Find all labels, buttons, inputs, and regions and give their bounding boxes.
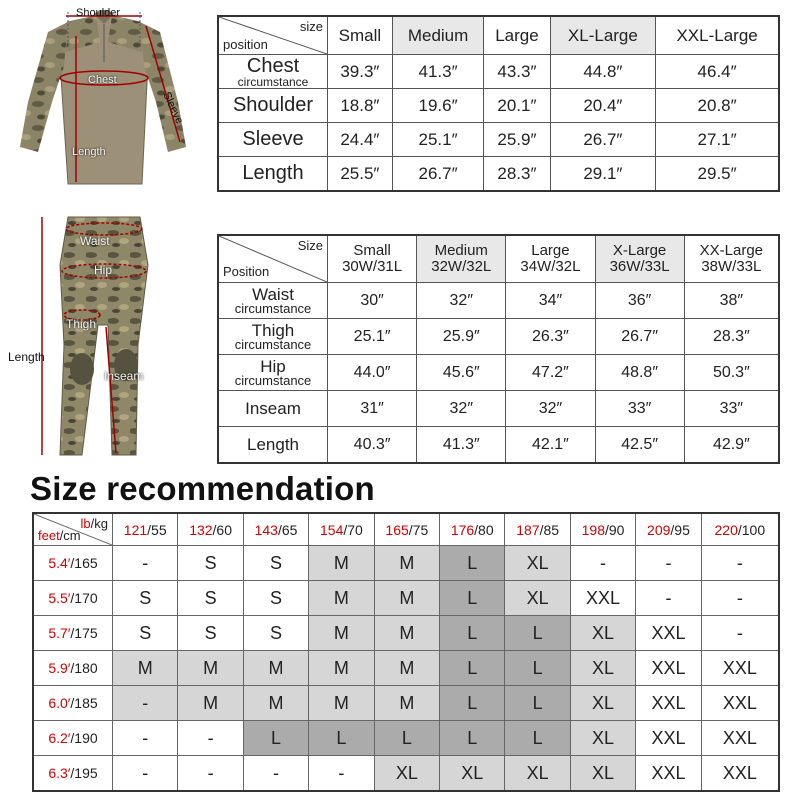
weight-lb: 209 [647,521,671,538]
recommended-size-cell: S [113,616,178,651]
table-cell: 50.3″ [684,355,779,391]
size-header [328,235,417,283]
size-name: Large [531,242,570,259]
corner-size-label: Size [297,238,323,253]
recommended-size-cell: XXL [570,581,635,616]
size-fit: 38W/33L [701,258,762,275]
recommended-size-cell: M [309,651,374,686]
recommended-size-cell: S [178,616,243,651]
height-cm: /190 [70,730,98,746]
size-header: Large [484,16,550,55]
size-name: Small [353,242,391,259]
table-row [33,721,779,756]
weight-header [570,513,635,546]
recommended-size-cell: XXL [636,721,701,756]
height-ft: 5.5′ [48,590,71,606]
recommended-size-cell: XL [570,651,635,686]
recommended-size-cell: XXL [701,721,779,756]
corner-cm: /cm [59,528,81,543]
height-label [33,651,113,686]
recommended-size-cell: XXL [636,651,701,686]
weight-kg: /70 [343,521,363,538]
table-cell: 48.8″ [595,355,684,391]
shirt-table-corner [218,16,328,55]
table-cell: 25.9″ [484,123,550,157]
recommended-size-cell: - [178,756,243,792]
weight-kg: /60 [212,521,233,538]
recommended-size-cell: XXL [636,686,701,721]
table-cell: 33″ [595,391,684,427]
table-cell: 26.7″ [595,319,684,355]
table-cell: 25.1″ [392,123,484,157]
row-label-sub: circumstance [234,336,312,352]
row-label-main: Hip [260,356,286,376]
row-label-main: Waist [252,284,294,304]
recommended-size-cell: XL [374,756,439,792]
row-label: Shoulder [218,89,328,123]
height-label [33,581,113,616]
recommended-size-cell: XXL [701,686,779,721]
pants-inseam-label: Inseam [104,369,144,383]
recommended-size-cell: M [374,686,439,721]
corner-size-label: size [299,19,323,34]
table-cell: 20.1″ [484,89,550,123]
row-label-main: Chest [246,55,300,77]
table-cell: 44.0″ [328,355,417,391]
table-row [218,123,779,157]
table-cell: 32″ [417,391,506,427]
recommended-size-cell: XXL [636,616,701,651]
table-cell: 31″ [328,391,417,427]
table-cell: 33″ [684,391,779,427]
size-header: XL-Large [550,16,656,55]
recommended-size-cell: L [440,651,505,686]
table-cell: 32″ [506,391,595,427]
weight-lb: 176 [450,521,475,538]
row-label [218,283,328,319]
table-cell: 26.7″ [550,123,656,157]
pants-size-table [217,234,780,464]
table-cell: 39.3″ [328,55,393,89]
weight-header [701,513,779,546]
weight-kg: /100 [737,521,766,538]
corner-position-label: Position [223,264,270,279]
recommended-size-cell: S [243,616,308,651]
pants-length-label: Length [8,350,45,364]
table-cell: 32″ [417,283,506,319]
table-cell: 28.3″ [684,319,779,355]
table-cell: 20.8″ [656,89,779,123]
height-cm: /175 [70,625,98,641]
weight-lb: 165 [385,521,409,538]
weight-kg: /95 [670,521,690,538]
table-cell: 18.8″ [328,89,393,123]
weight-lb: 187 [516,521,540,538]
recommended-size-cell: - [701,581,779,616]
pants-illustration [20,205,200,465]
recommended-size-cell: M [374,581,439,616]
height-ft: 6.3′ [48,765,71,781]
table-cell: 45.6″ [417,355,506,391]
size-header [417,235,506,283]
weight-kg: /55 [147,521,167,538]
shirt-chest-label: Chest [88,74,117,86]
recommended-size-cell: S [178,581,243,616]
table-cell: 42.1″ [506,427,595,464]
size-recommendation-table [32,512,780,792]
row-label-sub: circumstance [234,372,312,388]
corner-lb: lb [80,516,91,531]
recommended-size-cell: S [113,581,178,616]
recommended-size-cell: L [374,721,439,756]
recommended-size-cell: - [636,581,701,616]
table-row [218,157,779,192]
height-ft: 6.2′ [48,730,71,746]
recommended-size-cell: M [178,686,243,721]
table-row [33,616,779,651]
size-fit: 32W/32L [431,258,492,275]
weight-lb: 220 [714,521,738,538]
recommended-size-cell: - [309,756,374,792]
table-cell: 25.1″ [328,319,417,355]
recommended-size-cell: M [309,616,374,651]
shirt-length-label: Length [72,146,106,158]
weight-header [309,513,374,546]
recommended-size-cell: - [243,756,308,792]
table-cell: 30″ [328,283,417,319]
table-row [218,89,779,123]
table-cell: 19.6″ [392,89,484,123]
recommended-size-cell: S [243,546,308,581]
row-label [218,55,328,89]
table-cell: 20.4″ [550,89,656,123]
recommended-size-cell: M [374,546,439,581]
table-row [218,355,779,391]
recommended-size-cell: - [113,756,178,792]
row-label: Length [218,427,328,464]
size-header [684,235,779,283]
size-header [506,235,595,283]
recommended-size-cell: - [701,616,779,651]
size-fit: 36W/33L [609,258,670,275]
size-name: Medium [434,242,488,259]
recommended-size-cell: M [309,686,374,721]
weight-lb: 143 [254,521,278,538]
recommended-size-cell: XL [570,616,635,651]
recommended-size-cell: M [309,581,374,616]
height-label [33,756,113,792]
table-row [218,319,779,355]
height-label [33,721,113,756]
recommended-size-cell: - [570,546,635,581]
weight-kg: /85 [539,521,560,538]
recommended-size-cell: M [243,686,308,721]
recommended-size-cell: L [440,546,505,581]
pants-figure [8,205,200,465]
recommended-size-cell: S [243,581,308,616]
shirt-figure [8,2,198,197]
size-header: XXL-Large [656,16,779,55]
recommended-size-cell: L [243,721,308,756]
recommended-size-cell: - [636,546,701,581]
size-header: Small [328,16,393,55]
weight-kg: /80 [474,521,494,538]
recommended-size-cell: L [505,686,570,721]
weight-header [243,513,308,546]
recommended-size-cell: XL [505,546,570,581]
weight-header [374,513,439,546]
height-ft: 6.0′ [48,695,71,711]
pants-thigh-label: Thigh [66,317,97,331]
height-ft: 5.7′ [48,625,71,641]
recommended-size-cell: L [309,721,374,756]
recommended-size-cell: M [113,651,178,686]
table-cell: 26.3″ [506,319,595,355]
height-label [33,616,113,651]
shirt-shoulder-label: Shoulder [76,7,121,19]
size-header [595,235,684,283]
size-fit: 30W/31L [342,258,403,275]
shirt-size-table [217,15,780,192]
table-cell: 44.8″ [550,55,656,89]
recommended-size-cell: XL [570,756,635,792]
recommended-size-cell: L [440,581,505,616]
table-row [33,581,779,616]
pants-hip-label: Hip [94,263,113,277]
table-cell: 28.3″ [484,157,550,192]
recommended-size-cell: L [440,721,505,756]
recommended-size-cell: L [505,651,570,686]
table-cell: 46.4″ [656,55,779,89]
recommended-size-cell: - [178,721,243,756]
table-row [33,686,779,721]
size-recommendation-title: Size recommendation [30,470,375,507]
table-cell: 38″ [684,283,779,319]
recommended-size-cell: XL [505,756,570,792]
corner-position-label: position [223,37,268,52]
table-row [218,427,779,464]
recommended-size-cell: XL [440,756,505,792]
table-cell: 41.3″ [392,55,484,89]
table-cell: 36″ [595,283,684,319]
row-label-sub: circumstance [237,75,309,89]
row-label [218,319,328,355]
row-label: Inseam [218,391,328,427]
table-cell: 47.2″ [506,355,595,391]
corner-kg: /kg [90,516,108,531]
height-ft: 5.4′ [48,555,71,571]
table-cell: 41.3″ [417,427,506,464]
row-label-main: Thigh [251,320,295,340]
recommended-size-cell: XL [570,721,635,756]
weight-header [636,513,701,546]
height-label [33,546,113,581]
recommended-size-cell: XL [505,581,570,616]
height-ft: 5.9′ [48,660,71,676]
weight-lb: 121 [123,521,148,538]
weight-kg: /65 [277,521,298,538]
weight-kg: /90 [604,521,625,538]
table-cell: 29.5″ [656,157,779,192]
recommended-size-cell: M [178,651,243,686]
weight-kg: /75 [408,521,429,538]
recommended-size-cell: XXL [636,756,701,792]
corner-height-label [38,528,81,543]
recommended-size-cell: L [440,686,505,721]
height-cm: /180 [70,660,98,676]
height-cm: /185 [70,695,98,711]
height-label [33,686,113,721]
table-cell: 29.1″ [550,157,656,192]
pants-waist-label: Waist [80,234,110,248]
recommended-size-cell: L [505,616,570,651]
table-cell: 27.1″ [656,123,779,157]
size-header: Medium [392,16,484,55]
recommended-size-cell: - [113,721,178,756]
table-cell: 42.9″ [684,427,779,464]
weight-lb: 154 [320,521,344,538]
weight-header [178,513,243,546]
table-cell: 25.5″ [328,157,393,192]
recommended-size-cell: M [243,651,308,686]
row-label: Sleeve [218,123,328,157]
row-label: Length [218,157,328,192]
table-row [218,283,779,319]
height-cm: /195 [70,765,98,781]
recommended-size-cell: - [701,546,779,581]
size-name: XX-Large [699,242,764,259]
recommendation-corner [33,513,113,546]
recommended-size-cell: M [374,651,439,686]
table-cell: 40.3″ [328,427,417,464]
recommended-size-cell: XXL [701,651,779,686]
table-cell: 25.9″ [417,319,506,355]
row-label [218,355,328,391]
weight-lb: 132 [189,521,213,538]
recommended-size-cell: S [178,546,243,581]
recommended-size-cell: L [440,616,505,651]
height-cm: /170 [70,590,98,606]
table-cell: 26.7″ [392,157,484,192]
recommended-size-cell: - [113,686,178,721]
weight-lb: 198 [581,521,605,538]
recommended-size-cell: XXL [701,756,779,792]
corner-feet: feet [38,528,60,543]
table-row [33,756,779,792]
row-label-sub: circumstance [234,300,312,316]
table-cell: 43.3″ [484,55,550,89]
table-row [218,391,779,427]
weight-header [113,513,178,546]
table-cell: 34″ [506,283,595,319]
table-row [218,55,779,89]
table-cell: 42.5″ [595,427,684,464]
pants-table-corner [218,235,328,283]
shirt-sleeve-label: Sleeve [160,90,186,126]
height-cm: /165 [70,555,98,571]
size-fit: 34W/32L [520,258,581,275]
recommended-size-cell: M [309,546,374,581]
table-cell: 24.4″ [328,123,393,157]
table-row [33,546,779,581]
corner-weight-label [81,516,108,531]
size-name: X-Large [612,242,667,259]
recommended-size-cell: XL [570,686,635,721]
recommended-size-cell: L [505,721,570,756]
table-row [33,651,779,686]
weight-header [440,513,505,546]
recommended-size-cell: - [113,546,178,581]
recommended-size-cell: M [374,616,439,651]
weight-header [505,513,570,546]
